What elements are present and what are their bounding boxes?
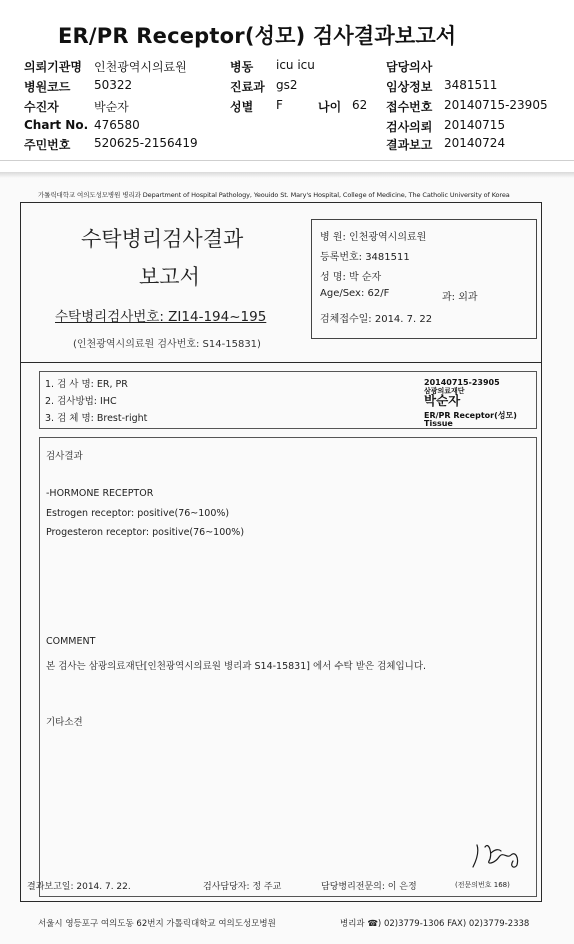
footer-license: (전문의번호 168) [455,881,510,889]
progesteron-result: Progesteron receptor: positive(76~100%) [46,527,245,538]
ward-label: 병동 [230,60,254,74]
department-label: 진료과 [230,80,265,94]
sex-label: 성별 [230,100,254,114]
report-date-label: 결과보고 [386,138,433,152]
report-header [0,0,574,170]
comment-heading: COMMENT [46,636,96,647]
label-patient-name: 박순자 [424,393,461,408]
chart-no-label: Chart No. [24,118,89,132]
doctor-field [386,58,432,75]
age-value: 62 [352,98,368,112]
patient-reg-no: 등록번호: 3481511 [320,252,410,263]
patient-dept: 과: 외과 [442,292,478,303]
ward-field [230,58,315,75]
footer-pathologist: 담당병리전문의: 이 은정 [321,882,417,892]
exam-number-sub: (인천광역시의료원 검사번호: S14-15831) [73,339,261,350]
report-title: ER/PR Receptor(성모) 검사결과보고서 [58,24,457,48]
hospital-address: 서울시 영등포구 여의도동 62번지 가톨릭대학교 여의도성모병원 [38,919,276,929]
chart-no-value: 476580 [94,118,140,132]
receiver-label: 수진자 [24,100,59,114]
footer-report-date: 결과보고일: 2014. 7. 22. [27,882,131,892]
ward-value: icu icu [276,58,315,72]
request-date-value: 20140715 [444,118,506,132]
result-box [39,437,537,897]
department-value: gs2 [276,78,298,92]
resident-no-label: 주민번호 [24,138,71,152]
label-tissue: Tissue [424,419,453,428]
receipt-no-value: 20140715-23905 [444,98,548,112]
resident-no-field [24,136,198,153]
scan-edge [0,172,574,178]
report-frame [20,202,542,902]
department-field [230,78,298,95]
estrogen-result: Estrogen receptor: positive(76~100%) [46,508,230,519]
doctor-label: 담당의사 [386,60,433,74]
receipt-no-label: 접수번호 [386,100,433,114]
result-section: -HORMONE RECEPTOR [46,488,154,499]
receiver-value: 박순자 [94,100,129,114]
other-findings: 기타소견 [46,717,83,728]
test-info-box [39,371,537,429]
label-receipt: 20140715-23905 [424,378,500,387]
patient-info-box [311,219,537,339]
age-label: 나이 [318,100,342,114]
scanned-report [0,172,574,944]
hospital-phone: 병리과 ☎) 02)3779-1306 FAX) 02)3779-2338 [340,919,530,929]
age-field [318,98,368,115]
report-date-value: 20140724 [444,136,506,150]
clinical-info-label: 임상정보 [386,80,433,94]
receiver-field [24,98,129,115]
test-method: 2. 검사방법: IHC [45,396,117,407]
scan-title-line1: 수탁병리검사결과 [81,227,244,251]
hospital-code-field [24,78,133,95]
chart-no-field [24,118,140,132]
request-date-label: 검사의뢰 [386,120,433,134]
report-date-field [386,136,506,153]
patient-received: 검체접수일: 2014. 7. 22 [320,314,433,325]
patient-name: 성 명: 박 순자 [320,272,382,283]
label-foundation: 삼광의료재단 [424,387,465,395]
sex-value: F [276,98,283,112]
comment-text: 본 검사는 삼광의료재단[인천광역시의료원 병리과 S14-15831] 에서 수탁 받은 검체입니다. [46,661,427,672]
clinical-info-value: 3481511 [444,78,498,92]
pathologist-signature [469,837,529,873]
sex-field [230,98,283,115]
header-divider [0,160,574,161]
clinical-info-field [386,78,498,95]
patient-age-sex: Age/Sex: 62/F [320,288,390,299]
test-specimen: 3. 검 체 명: Brest-right [45,413,148,424]
test-name: 1. 검 사 명: ER, PR [45,379,128,390]
result-heading: 검사결과 [46,451,83,462]
report-heading-box [21,203,541,363]
receipt-no-field [386,98,548,115]
department-line: 가톨릭대학교 여의도성모병원 병리과 Department of Hospital Pathology, Yeouido St. Mary's Hospital, College of Medicine, The Catholic University of Korea [38,191,510,199]
institution-field [24,58,187,75]
patient-hospital: 병 원: 인천광역시의료원 [320,232,427,243]
hospital-code-label: 병원코드 [24,80,71,94]
request-date-field [386,118,506,135]
resident-no-value: 520625-2156419 [94,136,198,150]
scan-title-line2: 보고서 [139,265,200,289]
label-test: ER/PR Receptor(성모) [424,411,517,420]
institution-label: 의뢰기관명 [24,60,82,74]
hospital-code-value: 50322 [94,78,133,92]
institution-value: 인천광역시의료원 [94,60,187,74]
exam-number: 수탁병리검사번호: ZI14-194~195 [55,309,267,325]
footer-staff: 검사담당자: 정 주교 [203,882,282,892]
